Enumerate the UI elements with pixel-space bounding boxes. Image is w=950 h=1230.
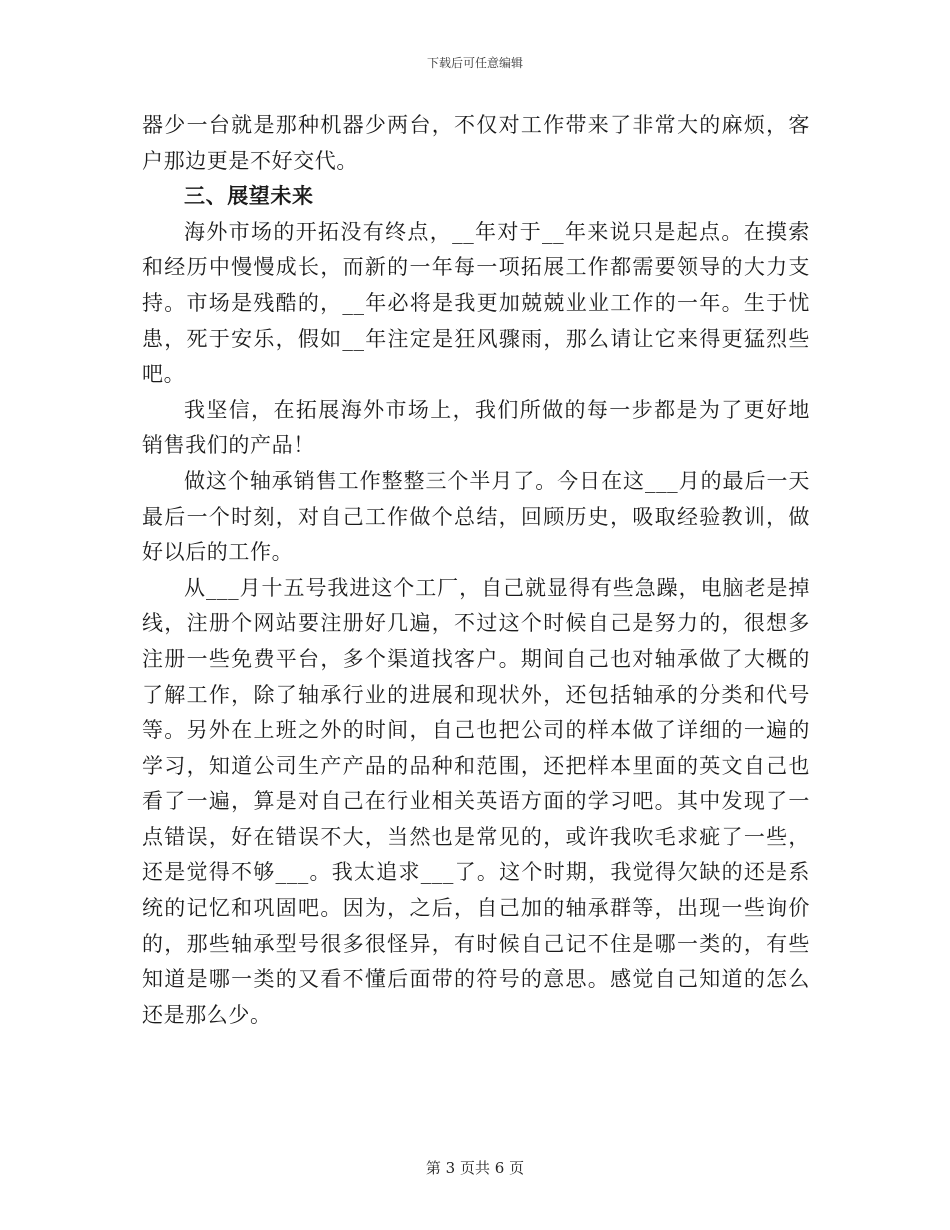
paragraph-3: 我坚信，在拓展海外市场上，我们所做的每一步都是为了更好地销售我们的产品！: [142, 397, 810, 458]
page-footer: 第 3 页共 6 页: [425, 1159, 525, 1177]
document-body: [142, 108, 810, 1033]
paragraph-4: 做这个轴承销售工作整整三个半月了。今日在这___月的最后一天最后一个时刻，对自己工作做个总结，回顾历史，吸取经验教训，做好以后的工作。: [142, 468, 810, 565]
paragraph-5: 从___月十五号我进这个工厂，自己就显得有些急躁，电脑老是掉线，注册个网站要注册好几遍，不过这个时候自己是努力的，很想多注册一些免费平台，多个渠道找客户。期间自己也对轴承做了大概的了解工作，除了轴承行业的进展和现状外，还包括轴承的分类和代号等。另外在上班之外的时间，自己也把公司的样本做了详细的一遍的学习，知道公司生产产品的品种和范围，还把样本里面的英文自己也看了一遍，算是对自己在行业相关英语方面的学习吧。其中发现了一点错误，好在错误不大，当然也是常见的，或许我吹毛求疵了一些，还是觉得不够___。我太追求___了。这个时期，我觉得欠缺的还是系统的记忆和巩固吧。因为，之后，自己加的轴承群等，出现一些询价的，那些轴承型号很多很怪异，有时候自己记不住是哪一类的，有些知道是哪一类的又看不懂后面带的符号的意思。感觉自己知道的怎么还是那么少。: [142, 575, 810, 1027]
section-heading: 三、展望未来: [184, 184, 314, 209]
paragraph-2: 海外市场的开拓没有终点，__年对于__年来说只是起点。在摸索和经历中慢慢成长，而新的一年每一项拓展工作都需要领导的大力支持。市场是残酷的，__年必将是我更加兢兢业业工作的一年。生于忧患，死于安乐，假如__年注定是狂风骤雨，那么请让它来得更猛烈些吧。: [142, 219, 810, 387]
paragraph-1: 器少一台就是那种机器少两台，不仅对工作带来了非常大的麻烦，客户那边更是不好交代。: [142, 113, 810, 173]
page-header: 下载后可任意编辑: [426, 56, 523, 70]
